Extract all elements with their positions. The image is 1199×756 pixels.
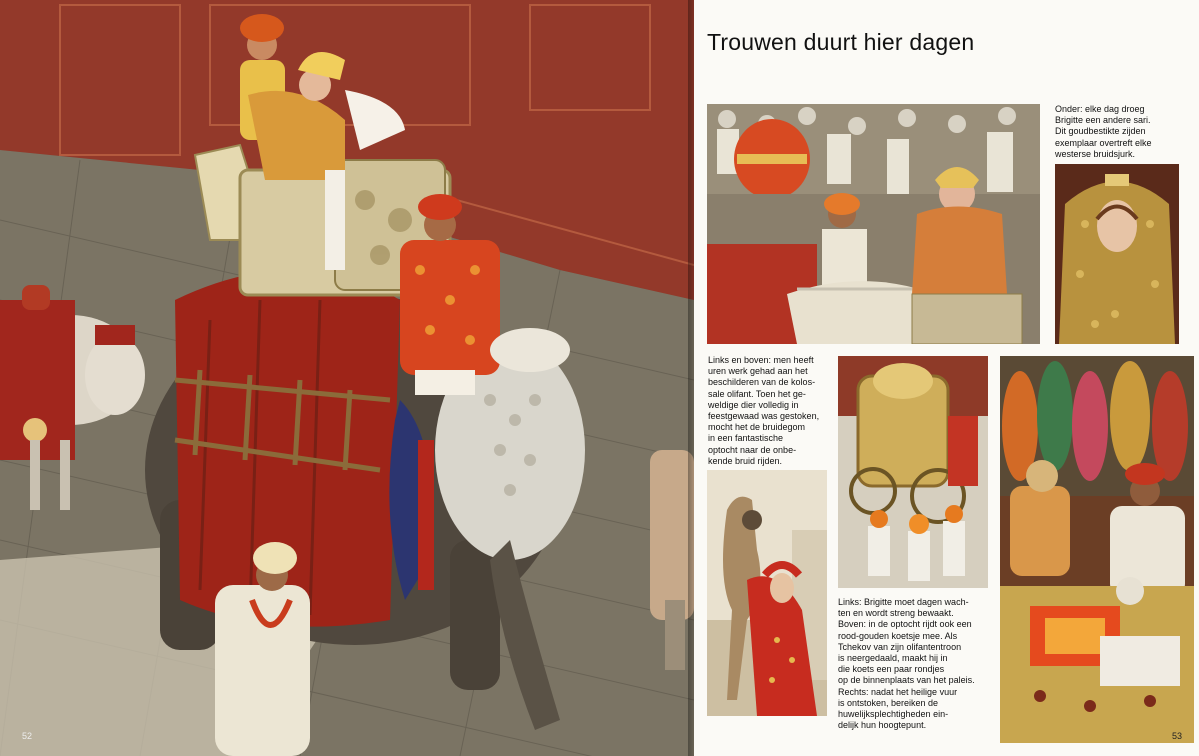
gold-carriage-photo <box>838 356 988 588</box>
caption-top-right: Onder: elke dag droeg Brigitte een andere sari. Dit goudbestikte zijden exemplaar overtreft elke westerse bruidsjurk. <box>1055 104 1152 159</box>
caption-lower-middle: Links: Brigitte moet dagen wach- ten en wordt streng bewaakt. Boven: in de optocht rijdt ook een rood-gouden koetsje mee. Als Tchekov van zijn olifantentroon is neergedaald, maakt hij in die koets een paar rondjes op de binnenplaats van het paleis. Rechts: nadat het heilige vuur is ontstoken, bereiken de huwelijksplechtigheden ein- delijk hun hoogtepunt. <box>838 597 975 731</box>
page-title: Trouwen duurt hier dagen <box>707 29 975 55</box>
camel-and-bride-photo <box>707 470 827 716</box>
caption-middle-left: Links en boven: men heeft uren werk gehad aan het beschilderen van de kolos- sale olifant. Toen het ge- weldige dier volledig in feestgewaad was gestoken, mocht het de bruidegom in een fantastische optocht naar de onbe- kende bruid rijden. <box>708 355 820 466</box>
groom-procession-photo <box>707 104 1040 344</box>
page-number-left: 52 <box>22 731 33 741</box>
page-number-right: 53 <box>1172 731 1183 741</box>
bride-golden-sari-photo <box>1055 164 1179 344</box>
sacred-fire-ceremony-photo <box>1000 356 1194 743</box>
